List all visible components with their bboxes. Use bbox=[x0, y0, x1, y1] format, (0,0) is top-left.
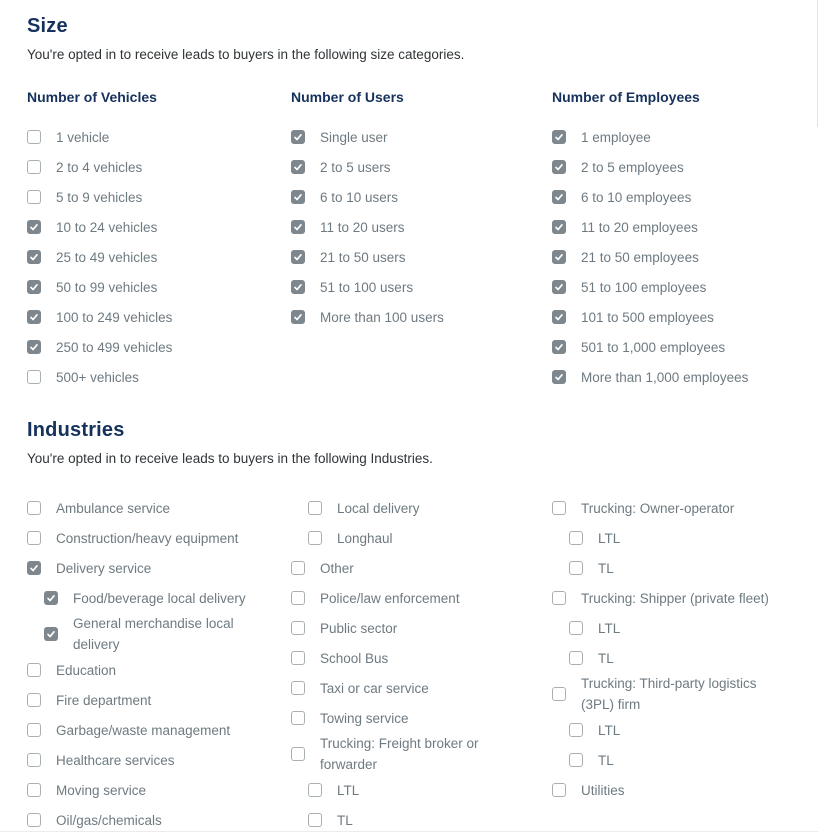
checkbox-item[interactable] bbox=[569, 745, 802, 775]
checkbox-unchecked-icon[interactable] bbox=[27, 501, 41, 515]
checkbox-label: Oil/gas/chemicals bbox=[56, 812, 162, 828]
checkbox-checked-icon[interactable] bbox=[27, 561, 41, 575]
checkbox-item[interactable] bbox=[291, 212, 552, 242]
checkbox-item[interactable] bbox=[27, 362, 291, 392]
checkbox-item[interactable] bbox=[291, 302, 552, 332]
checkbox-item[interactable] bbox=[291, 703, 552, 733]
checkbox-item[interactable] bbox=[569, 643, 802, 673]
checkbox-item[interactable] bbox=[27, 212, 291, 242]
checkbox-item[interactable] bbox=[27, 272, 291, 302]
checkbox-checked-icon[interactable] bbox=[552, 340, 566, 354]
checkbox-item[interactable] bbox=[552, 493, 802, 523]
checkbox-checked-icon[interactable] bbox=[291, 280, 305, 294]
checkbox-label: 100 to 249 vehicles bbox=[56, 309, 173, 325]
checkbox-item[interactable] bbox=[27, 332, 291, 362]
checkbox-checked-icon[interactable] bbox=[552, 130, 566, 144]
checkbox-label: Moving service bbox=[56, 782, 147, 798]
checkbox-label: 25 to 49 vehicles bbox=[56, 249, 158, 265]
checkbox-checked-icon[interactable] bbox=[27, 250, 41, 264]
checkbox-item[interactable] bbox=[552, 122, 802, 152]
checkbox-unchecked-icon[interactable] bbox=[27, 190, 41, 204]
checkbox-label: TL bbox=[598, 560, 614, 576]
size-section-title: Size bbox=[27, 15, 68, 37]
checkbox-unchecked-icon[interactable] bbox=[552, 783, 566, 797]
checkbox-checked-icon[interactable] bbox=[552, 250, 566, 264]
column-number-of-employees bbox=[552, 89, 802, 392]
checkbox-item[interactable] bbox=[27, 152, 291, 182]
checkbox-label: Taxi or car service bbox=[320, 680, 429, 696]
column-number-of-vehicles bbox=[27, 89, 291, 392]
checkbox-item[interactable] bbox=[291, 122, 552, 152]
checkbox-item[interactable] bbox=[569, 523, 802, 553]
checkbox-checked-icon[interactable] bbox=[552, 160, 566, 174]
checkbox-item[interactable] bbox=[291, 553, 552, 583]
checkbox-label: 51 to 100 employees bbox=[581, 279, 707, 295]
checkbox-unchecked-icon[interactable] bbox=[291, 747, 305, 761]
checkbox-label: 11 to 20 users bbox=[320, 219, 405, 235]
checkbox-label: TL bbox=[598, 650, 614, 666]
checkbox-item[interactable] bbox=[552, 212, 802, 242]
checkbox-label: TL bbox=[598, 752, 614, 768]
checkbox-label: 1 employee bbox=[581, 129, 651, 145]
checkbox-label: Healthcare services bbox=[56, 752, 175, 768]
industries-columns bbox=[27, 493, 818, 835]
checkbox-label: 10 to 24 vehicles bbox=[56, 219, 158, 235]
checkbox-item[interactable] bbox=[44, 613, 291, 655]
checkbox-checked-icon[interactable] bbox=[291, 310, 305, 324]
size-section-intro: You're opted in to receive leads to buyers in the following size categories. bbox=[27, 47, 465, 62]
checkbox-unchecked-icon[interactable] bbox=[27, 663, 41, 677]
checkbox-list bbox=[291, 122, 552, 332]
checkbox-item[interactable] bbox=[552, 302, 802, 332]
checkbox-label: 6 to 10 employees bbox=[581, 189, 692, 205]
checkbox-item[interactable] bbox=[569, 553, 802, 583]
checkbox-label: Public sector bbox=[320, 620, 398, 636]
checkbox-label: Other bbox=[320, 560, 354, 576]
checkbox-unchecked-icon[interactable] bbox=[27, 813, 41, 827]
checkbox-item[interactable] bbox=[291, 673, 552, 703]
column-number-of-users bbox=[291, 89, 552, 392]
checkbox-item[interactable] bbox=[27, 655, 291, 685]
checkbox-label: 6 to 10 users bbox=[320, 189, 399, 205]
checkbox-item[interactable] bbox=[291, 733, 552, 775]
checkbox-list bbox=[291, 493, 552, 835]
checkbox-label: LTL bbox=[598, 530, 621, 546]
checkbox-unchecked-icon[interactable] bbox=[569, 723, 583, 737]
checkbox-label: Single user bbox=[320, 129, 388, 145]
checkbox-unchecked-icon[interactable] bbox=[27, 693, 41, 707]
checkbox-item[interactable] bbox=[552, 182, 802, 212]
checkbox-checked-icon[interactable] bbox=[27, 310, 41, 324]
checkbox-item[interactable] bbox=[27, 302, 291, 332]
checkbox-label: 21 to 50 employees bbox=[581, 249, 699, 265]
checkbox-unchecked-icon[interactable] bbox=[569, 753, 583, 767]
checkbox-unchecked-icon[interactable] bbox=[27, 723, 41, 737]
checkbox-list bbox=[552, 122, 802, 392]
checkbox-item[interactable] bbox=[552, 775, 802, 805]
checkbox-label: Fire department bbox=[56, 692, 152, 708]
checkbox-item[interactable] bbox=[552, 272, 802, 302]
checkbox-unchecked-icon[interactable] bbox=[308, 813, 322, 827]
checkbox-label: 11 to 20 employees bbox=[581, 219, 698, 235]
checkbox-label: LTL bbox=[598, 722, 621, 738]
checkbox-unchecked-icon[interactable] bbox=[569, 531, 583, 545]
checkbox-checked-icon[interactable] bbox=[552, 280, 566, 294]
checkbox-list bbox=[27, 122, 291, 392]
checkbox-label: Education bbox=[56, 662, 117, 678]
checkbox-label: 5 to 9 vehicles bbox=[56, 189, 143, 205]
industries-section-intro: You're opted in to receive leads to buyers in the following Industries. bbox=[27, 451, 433, 466]
checkbox-checked-icon[interactable] bbox=[291, 220, 305, 234]
checkbox-item[interactable] bbox=[27, 775, 291, 805]
checkbox-unchecked-icon[interactable] bbox=[291, 651, 305, 665]
checkbox-label: Food/beverage local delivery bbox=[73, 590, 246, 606]
checkbox-label: LTL bbox=[337, 782, 360, 798]
checkbox-unchecked-icon[interactable] bbox=[308, 501, 322, 515]
checkbox-unchecked-icon[interactable] bbox=[569, 561, 583, 575]
size-columns bbox=[27, 89, 818, 392]
checkbox-item[interactable] bbox=[552, 362, 802, 392]
checkbox-label: More than 1,000 employees bbox=[581, 369, 749, 385]
checkbox-label: Local delivery bbox=[337, 500, 420, 516]
checkbox-checked-icon[interactable] bbox=[552, 370, 566, 384]
checkbox-unchecked-icon[interactable] bbox=[27, 160, 41, 174]
checkbox-checked-icon[interactable] bbox=[44, 627, 58, 641]
checkbox-item[interactable] bbox=[308, 493, 552, 523]
checkbox-item[interactable] bbox=[569, 715, 802, 745]
checkbox-label: Trucking: Shipper (private fleet) bbox=[581, 590, 769, 606]
checkbox-unchecked-icon[interactable] bbox=[552, 687, 566, 701]
checkbox-label: LTL bbox=[598, 620, 621, 636]
checkbox-checked-icon[interactable] bbox=[291, 160, 305, 174]
checkbox-checked-icon[interactable] bbox=[27, 340, 41, 354]
checkbox-label: 1 vehicle bbox=[56, 129, 110, 145]
checkbox-item[interactable] bbox=[552, 242, 802, 272]
checkbox-label: 250 to 499 vehicles bbox=[56, 339, 173, 355]
checkbox-unchecked-icon[interactable] bbox=[291, 711, 305, 725]
column-header: Number of Vehicles bbox=[27, 89, 157, 105]
checkbox-label: 50 to 99 vehicles bbox=[56, 279, 158, 295]
checkbox-unchecked-icon[interactable] bbox=[308, 531, 322, 545]
checkbox-checked-icon[interactable] bbox=[552, 220, 566, 234]
checkbox-unchecked-icon[interactable] bbox=[291, 591, 305, 605]
checkbox-unchecked-icon[interactable] bbox=[27, 531, 41, 545]
checkbox-label: Towing service bbox=[320, 710, 409, 726]
checkbox-unchecked-icon[interactable] bbox=[552, 501, 566, 515]
checkbox-unchecked-icon[interactable] bbox=[552, 591, 566, 605]
checkbox-item[interactable] bbox=[27, 242, 291, 272]
checkbox-list bbox=[27, 493, 291, 835]
checkbox-label: Delivery service bbox=[56, 560, 152, 576]
checkbox-item[interactable] bbox=[552, 583, 802, 613]
checkbox-item[interactable] bbox=[27, 493, 291, 523]
checkbox-item[interactable] bbox=[27, 523, 291, 553]
checkbox-unchecked-icon[interactable] bbox=[569, 651, 583, 665]
checkbox-label: Trucking: Freight broker or forwarder bbox=[320, 736, 479, 772]
checkbox-item[interactable] bbox=[27, 745, 291, 775]
checkbox-checked-icon[interactable] bbox=[44, 591, 58, 605]
industries-column-3 bbox=[552, 493, 802, 835]
checkbox-item[interactable] bbox=[552, 332, 802, 362]
checkbox-unchecked-icon[interactable] bbox=[27, 370, 41, 384]
checkbox-label: More than 100 users bbox=[320, 309, 444, 325]
checkbox-label: School Bus bbox=[320, 650, 389, 666]
industries-column-2 bbox=[291, 493, 552, 835]
checkbox-checked-icon[interactable] bbox=[291, 250, 305, 264]
checkbox-label: Ambulance service bbox=[56, 500, 171, 516]
checkbox-item[interactable] bbox=[44, 583, 291, 613]
checkbox-item[interactable] bbox=[552, 673, 802, 715]
industries-section bbox=[27, 418, 818, 835]
checkbox-item[interactable] bbox=[291, 242, 552, 272]
checkbox-unchecked-icon[interactable] bbox=[27, 130, 41, 144]
checkbox-label: 2 to 5 employees bbox=[581, 159, 684, 175]
column-header: Number of Employees bbox=[552, 89, 700, 105]
checkbox-item[interactable] bbox=[291, 182, 552, 212]
checkbox-unchecked-icon[interactable] bbox=[27, 753, 41, 767]
checkbox-label: General merchandise local delivery bbox=[73, 616, 234, 652]
industries-column-1 bbox=[27, 493, 291, 835]
checkbox-label: 500+ vehicles bbox=[56, 369, 139, 385]
checkbox-label: Utilities bbox=[581, 782, 625, 798]
checkbox-item[interactable] bbox=[291, 643, 552, 673]
size-section bbox=[27, 14, 818, 392]
checkbox-checked-icon[interactable] bbox=[27, 280, 41, 294]
industries-section-title: Industries bbox=[27, 419, 125, 441]
checkbox-label: 101 to 500 employees bbox=[581, 309, 714, 325]
checkbox-unchecked-icon[interactable] bbox=[308, 783, 322, 797]
checkbox-unchecked-icon[interactable] bbox=[291, 561, 305, 575]
checkbox-unchecked-icon[interactable] bbox=[291, 621, 305, 635]
checkbox-label: Trucking: Third-party logistics (3PL) firm bbox=[581, 676, 757, 712]
checkbox-item[interactable] bbox=[291, 152, 552, 182]
checkbox-item[interactable] bbox=[27, 685, 291, 715]
checkbox-item[interactable] bbox=[27, 122, 291, 152]
checkbox-label: TL bbox=[337, 812, 353, 828]
checkbox-item[interactable] bbox=[27, 715, 291, 745]
checkbox-item[interactable] bbox=[552, 152, 802, 182]
checkbox-item[interactable] bbox=[27, 553, 291, 583]
checkbox-label: Longhaul bbox=[337, 530, 393, 546]
checkbox-unchecked-icon[interactable] bbox=[27, 783, 41, 797]
checkbox-label: Construction/heavy equipment bbox=[56, 530, 239, 546]
checkbox-checked-icon[interactable] bbox=[291, 130, 305, 144]
checkbox-label: 51 to 100 users bbox=[320, 279, 414, 295]
checkbox-checked-icon[interactable] bbox=[552, 310, 566, 324]
checkbox-item[interactable] bbox=[308, 523, 552, 553]
checkbox-unchecked-icon[interactable] bbox=[291, 681, 305, 695]
checkbox-list bbox=[552, 493, 802, 805]
checkbox-item[interactable] bbox=[291, 613, 552, 643]
checkbox-item[interactable] bbox=[27, 182, 291, 212]
checkbox-item[interactable] bbox=[291, 583, 552, 613]
checkbox-unchecked-icon[interactable] bbox=[569, 621, 583, 635]
checkbox-label: 2 to 5 users bbox=[320, 159, 391, 175]
checkbox-label: 2 to 4 vehicles bbox=[56, 159, 143, 175]
checkbox-label: Garbage/waste management bbox=[56, 722, 231, 738]
checkbox-checked-icon[interactable] bbox=[552, 190, 566, 204]
checkbox-label: Police/law enforcement bbox=[320, 590, 460, 606]
checkbox-checked-icon[interactable] bbox=[27, 220, 41, 234]
checkbox-label: 21 to 50 users bbox=[320, 249, 406, 265]
checkbox-checked-icon[interactable] bbox=[291, 190, 305, 204]
checkbox-item[interactable] bbox=[569, 613, 802, 643]
checkbox-label: Trucking: Owner-operator bbox=[581, 500, 735, 516]
checkbox-item[interactable] bbox=[291, 272, 552, 302]
checkbox-label: 501 to 1,000 employees bbox=[581, 339, 726, 355]
column-header: Number of Users bbox=[291, 89, 404, 105]
bottom-divider bbox=[0, 831, 818, 832]
checkbox-item[interactable] bbox=[308, 775, 552, 805]
